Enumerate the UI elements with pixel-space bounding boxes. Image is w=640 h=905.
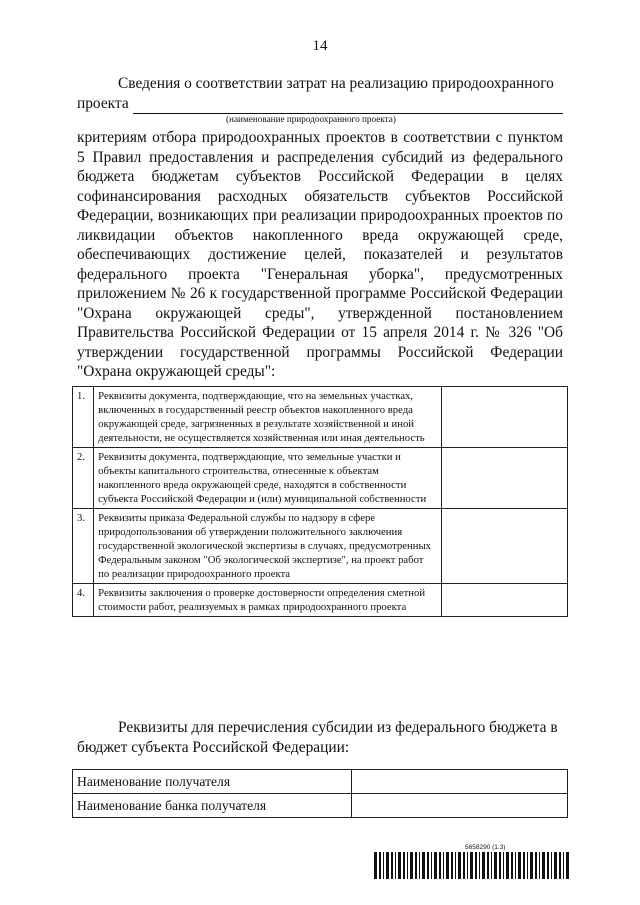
recipient-name-value <box>352 770 568 794</box>
row-number: 1. <box>73 387 94 448</box>
heading-line: Сведения о соответствии затрат на реализацию природоохранного <box>118 75 554 92</box>
recipient-name-label: Наименование получателя <box>73 770 352 794</box>
table-row <box>73 770 568 794</box>
page-number: 14 <box>312 38 328 54</box>
row-description: Реквизиты приказа Федеральной службы по надзору в сфере природопользования об утверждении положительного заключения государственной экологической экспертизы в случаях, предусмотренных Федеральным законом "Об экологической экспертизе", на проект работ по реализации природоохранного проекта <box>94 509 442 584</box>
body-paragraph: критериям отбора природоохранных проектов в соответствии с пунктом 5 Правил предоставления и распределения субсидий из федерального бюджета бюджетам субъектов Российской Федерации в целях софинансирования расходных обязательств субъектов Российской Федерации, возникающих при реализации природоохранных проектов по ликвидации объектов накопленного вреда окружающей среде, обеспечивающих достижение целей, показателей и результатов федерального проекта "Генеральная уборка", предусмотренных приложением № 26 к государственной программе Российской Федерации "Охрана окружающей среды", утвержденной постановлением Правительства Российской Федерации от 15 апреля 2014 г. № 326 "Об утверждении государственной программы Российской Федерации "Охрана окружающей среды": <box>77 129 563 380</box>
heading-prefix: проекта <box>77 95 129 112</box>
table-row <box>73 584 568 617</box>
section-heading <box>77 74 563 114</box>
row-description: Реквизиты документа, подтверждающие, что земельные участки и объекты капитального строительства, отнесенные к объектам накопленного вреда окружающей среде, находятся в собственности субъекта Российской Федерации и (или) муниципальной собственности <box>94 448 442 509</box>
document-code: 5658290 (1.3) <box>465 844 506 851</box>
requirements-table <box>72 386 568 617</box>
table-row <box>73 794 568 818</box>
row-number: 2. <box>73 448 94 509</box>
transfer-paragraph <box>77 718 563 758</box>
table-row <box>73 509 568 584</box>
transfer-line: Реквизиты для перечисления субсидии из федерального бюджета в <box>118 719 558 736</box>
row-number: 3. <box>73 509 94 584</box>
bank-name-value <box>352 794 568 818</box>
table-row <box>73 448 568 509</box>
row-description: Реквизиты документа, подтверждающие, что на земельных участках, включенных в государственный реестр объектов накопленного вреда окружающей среде, загрязненных в результате хозяйственной и иной деятельности, не осуществляется хозяйственная или иная деятельность <box>94 387 442 448</box>
project-name-blank <box>133 98 563 114</box>
row-value-cell <box>441 448 567 509</box>
row-value-cell <box>441 509 567 584</box>
row-number: 4. <box>73 584 94 617</box>
bank-details-table <box>72 769 568 818</box>
row-description: Реквизиты заключения о проверке достоверности определения сметной стоимости работ, реализуемых в рамках природоохранного проекта <box>94 584 442 617</box>
barcode-image <box>374 852 570 879</box>
table-row <box>73 387 568 448</box>
row-value-cell <box>441 387 567 448</box>
row-value-cell <box>441 584 567 617</box>
heading-line-with-blank <box>77 94 563 114</box>
bank-name-label: Наименование банка получателя <box>73 794 352 818</box>
blank-caption: (наименование природоохранного проекта) <box>226 114 396 124</box>
transfer-line: бюджет субъекта Российской Федерации: <box>77 739 350 756</box>
